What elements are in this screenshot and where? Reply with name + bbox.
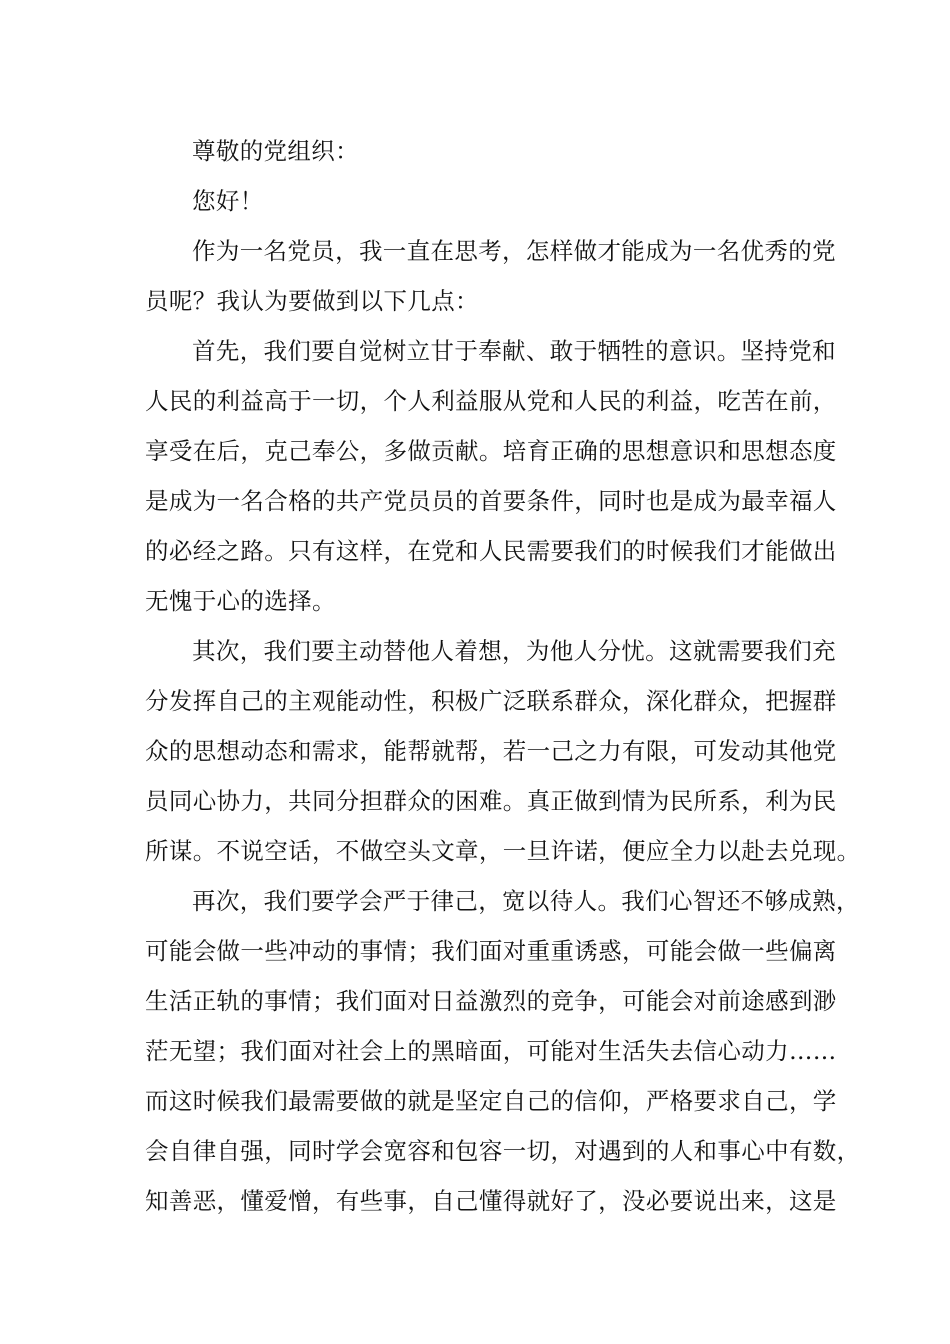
paragraph-line: 员呢？我认为要做到以下几点：: [145, 287, 479, 315]
paragraph-line: 而这时候我们最需要做的就是坚定自己的信仰，严格要求自己，学: [145, 1087, 837, 1115]
paragraph-line: 员同心协力，共同分担群众的困难。真正做到情为民所系，利为民: [145, 787, 837, 815]
paragraph-line: 知善恶，懂爱憎，有些事，自己懂得就好了，没必要说出来，这是: [145, 1187, 837, 1215]
paragraph-line: 首先，我们要自觉树立甘于奉献、敢于牺牲的意识。坚持党和: [192, 337, 836, 365]
paragraph-line: 是成为一名合格的共产党员员的首要条件，同时也是成为最幸福人: [145, 487, 837, 515]
paragraph-line: 其次，我们要主动替他人着想，为他人分忧。这就需要我们充: [192, 637, 836, 665]
paragraph-line: 生活正轨的事情；我们面对日益激烈的竞争，可能会对前途感到渺: [145, 987, 837, 1015]
paragraph-line: 所谋。不说空话，不做空头文章，一旦许诺，便应全力以赴去兑现。: [145, 837, 861, 865]
paragraph-line: 会自律自强，同时学会宽容和包容一切，对遇到的人和事心中有数，: [145, 1137, 861, 1165]
paragraph-line: 作为一名党员，我一直在思考，怎样做才能成为一名优秀的党: [192, 237, 836, 265]
paragraph-line: 分发挥自己的主观能动性，积极广泛联系群众，深化群众，把握群: [145, 687, 837, 715]
paragraph-line: 享受在后，克己奉公，多做贡献。培育正确的思想意识和思想态度: [145, 437, 837, 465]
paragraph-line: 再次，我们要学会严于律己，宽以待人。我们心智还不够成熟，: [192, 887, 860, 915]
paragraph-line: 茫无望；我们面对社会上的黑暗面，可能对生活失去信心动力……: [145, 1037, 837, 1065]
salutation: 尊敬的党组织：: [192, 137, 359, 165]
paragraph-line: 的必经之路。只有这样，在党和人民需要我们的时候我们才能做出: [145, 537, 837, 565]
paragraph-line: 可能会做一些冲动的事情；我们面对重重诱惑，可能会做一些偏离: [145, 937, 837, 965]
paragraph-line: 无愧于心的选择。: [145, 587, 336, 615]
greeting: 您好！: [192, 187, 264, 215]
paragraph-line: 众的思想动态和需求，能帮就帮，若一己之力有限，可发动其他党: [145, 737, 837, 765]
paragraph-line: 人民的利益高于一切，个人利益服从党和人民的利益，吃苦在前，: [145, 387, 837, 415]
